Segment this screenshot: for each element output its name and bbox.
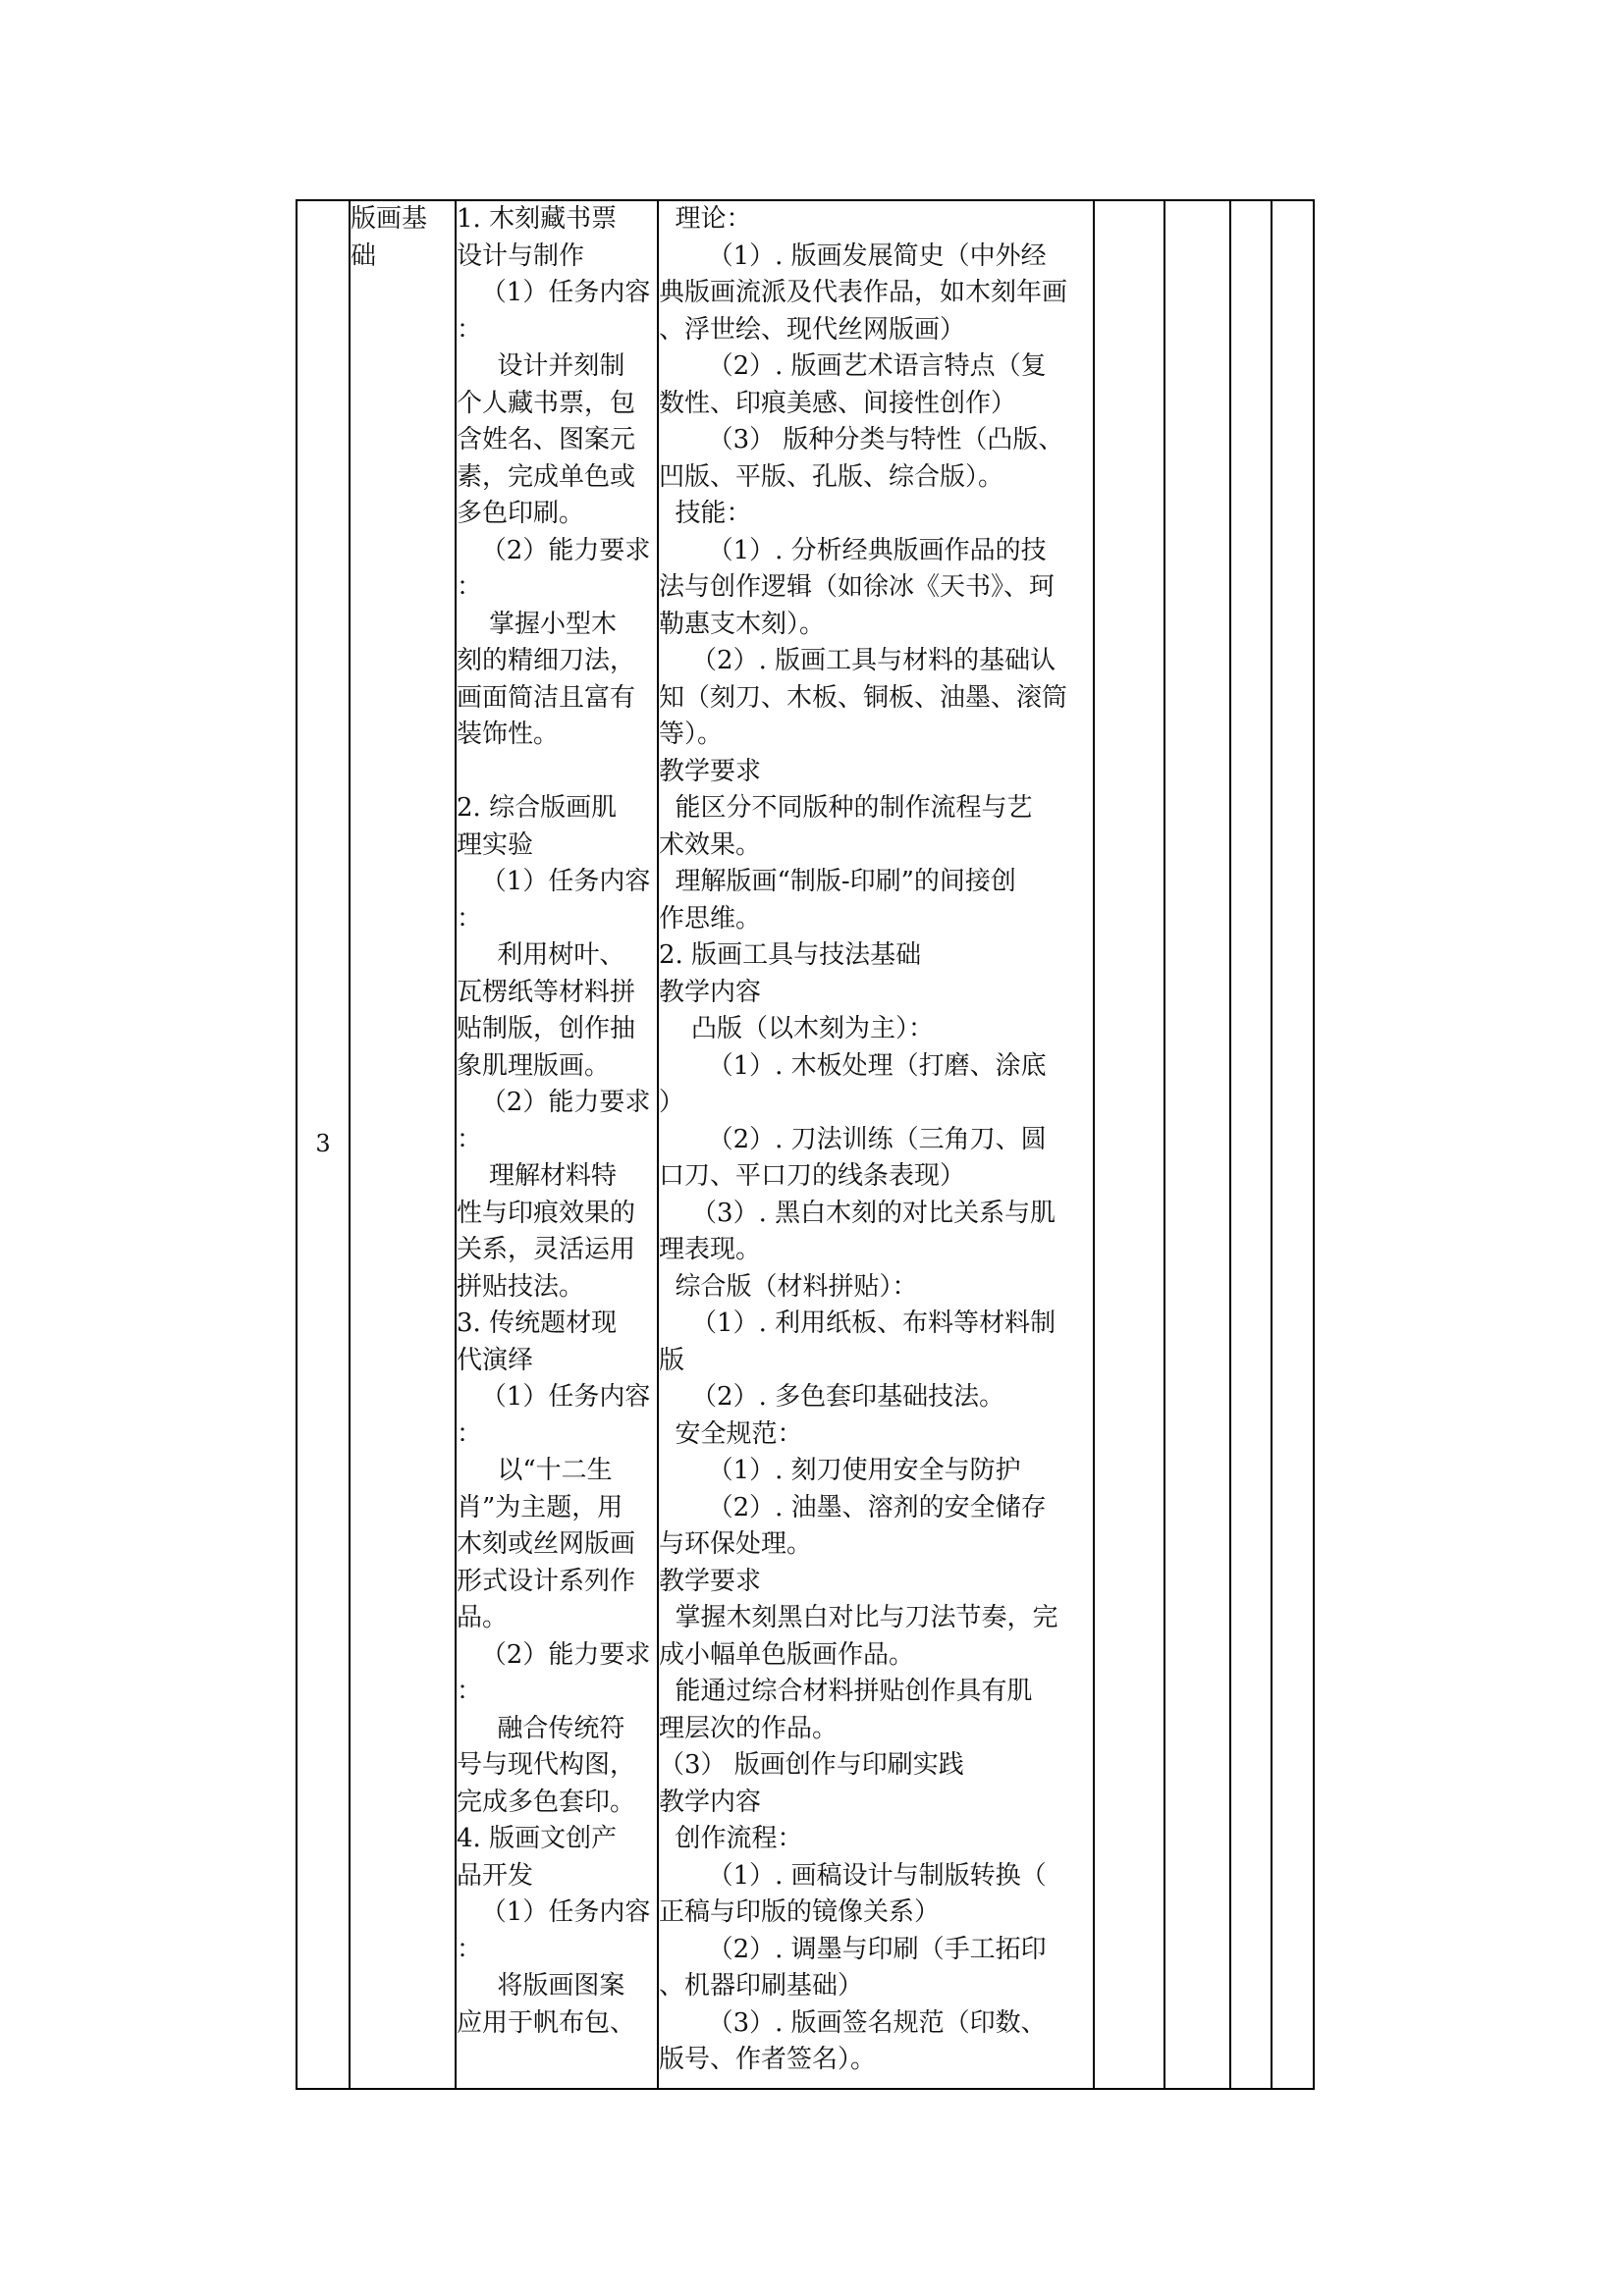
content-line: 典版画流派及代表作品，如木刻年画 xyxy=(659,278,1068,307)
content-line: 教学要求 xyxy=(659,756,762,786)
content-line: 、浮世绘、现代丝网版画） xyxy=(659,314,966,345)
row-number: 3 xyxy=(315,1130,331,1158)
content-line: 理表现。 xyxy=(659,1235,762,1264)
task-line: 刻的精细刀法， xyxy=(457,646,636,675)
content-line: 勒惠支木刻）。 xyxy=(659,609,826,639)
curriculum-table xyxy=(296,199,1315,2090)
content-line: （2）. 多色套印基础技法。 xyxy=(659,1382,1005,1412)
task-line: 素，完成单色或 xyxy=(457,461,636,492)
task-line: 3. 传统题材现 xyxy=(457,1308,618,1338)
content-line: 数性、印痕美感、间接性创作） xyxy=(659,388,1017,418)
task-line: （2）能力要求 xyxy=(457,1639,651,1670)
content-line: 理解版画“制版-印刷”的间接创 xyxy=(659,867,1016,896)
task-line: 性与印痕效果的 xyxy=(457,1198,636,1228)
content-line: 与环保处理。 xyxy=(659,1529,813,1559)
teaching-content xyxy=(659,201,1093,2079)
content-line: 成小幅单色版画作品。 xyxy=(659,1639,915,1670)
content-line: （2）. 刀法训练（三角刀、圆 xyxy=(659,1124,1047,1154)
task-line: 瓦楞纸等材料拼 xyxy=(457,977,636,1007)
task-line: （1）任务内容 xyxy=(457,1382,651,1412)
task-line: 完成多色套印。 xyxy=(457,1787,636,1817)
task-line: 1. 木刻藏书票 xyxy=(457,204,618,234)
task-line: 象肌理版画。 xyxy=(457,1050,611,1081)
content-line: （3）. 黑白木刻的对比关系与肌 xyxy=(659,1198,1056,1228)
task-line: 多色印刷。 xyxy=(457,499,585,528)
task-line: 品开发 xyxy=(457,1860,534,1891)
task-description xyxy=(457,201,657,2042)
content-line: 术效果。 xyxy=(659,829,762,860)
content-line: （2）. 版画艺术语言特点（复 xyxy=(659,351,1047,381)
content-line: 作思维。 xyxy=(659,903,762,934)
content-line: 教学内容 xyxy=(659,977,762,1007)
task-line: 以“十二生 xyxy=(457,1456,613,1485)
task-line: ： xyxy=(457,572,483,602)
content-line: （2）. 版画工具与材料的基础认 xyxy=(659,646,1056,675)
content-line: 法与创作逻辑（如徐冰《天书》、珂 xyxy=(659,572,1056,602)
task-line: 品。 xyxy=(457,1603,509,1632)
task-line xyxy=(457,754,657,791)
content-line: 理层次的作品。 xyxy=(659,1713,839,1743)
content-line: （1）. 刻刀使用安全与防护 xyxy=(659,1456,1021,1485)
content-line: 教学内容 xyxy=(659,1787,762,1817)
content-line: 能通过综合材料拼贴创作具有肌 xyxy=(659,1677,1033,1706)
task-line: 装饰性。 xyxy=(457,720,560,749)
task-line: ： xyxy=(457,903,483,934)
content-line: 能区分不同版种的制作流程与艺 xyxy=(659,793,1033,823)
task-line: 木刻或丝网版画 xyxy=(457,1529,636,1559)
task-line: 理解材料特 xyxy=(457,1161,618,1191)
content-line: 等）。 xyxy=(659,720,724,749)
content-line: 凹版、平版、孔版、综合版）。 xyxy=(659,461,1004,492)
task-line: 个人藏书票，包 xyxy=(457,388,636,418)
content-line: （2）. 调墨与印刷（手工拓印 xyxy=(659,1934,1047,1964)
content-line: 创作流程： xyxy=(659,1824,803,1853)
content-line: （1）. 版画发展简史（中外经 xyxy=(659,240,1047,271)
content-line: 2. 版画工具与技法基础 xyxy=(659,940,922,970)
module-name-cell xyxy=(350,200,456,2089)
table-row xyxy=(297,200,1314,2089)
content-line: （1）. 木板处理（打磨、涂底 xyxy=(659,1050,1047,1081)
task-line: 拼贴技法。 xyxy=(457,1271,585,1302)
task-line: 贴制版，创作抽 xyxy=(457,1014,636,1043)
task-line: （1）任务内容 xyxy=(457,278,651,307)
task-line: 号与现代构图， xyxy=(457,1750,636,1780)
content-line: 知（刻刀、木板、铜板、油墨、滚筒 xyxy=(659,682,1068,713)
module-name xyxy=(351,201,455,275)
content-line: 版号、作者签名）。 xyxy=(659,2045,877,2074)
empty-cell xyxy=(1164,200,1230,2089)
task-line: 代演绎 xyxy=(457,1345,534,1375)
task-line: 4. 版画文创产 xyxy=(457,1824,618,1853)
content-line: 安全规范： xyxy=(659,1418,803,1449)
task-line: ： xyxy=(457,1124,483,1154)
task-line: 掌握小型木 xyxy=(457,609,618,639)
content-line: 技能： xyxy=(659,499,752,528)
task-line: （2）能力要求 xyxy=(457,535,651,565)
task-line: ： xyxy=(457,1677,483,1706)
task-line: 将版画图案 xyxy=(457,1971,625,2001)
task-line: ： xyxy=(457,1418,483,1449)
task-line: （1）任务内容 xyxy=(457,1897,651,1927)
content-line: 理论： xyxy=(659,204,752,234)
task-line: 应用于帆布包、 xyxy=(457,2007,636,2038)
content-line: （2）. 油墨、溶剂的安全储存 xyxy=(659,1492,1047,1522)
content-line: （3） 版画创作与印刷实践 xyxy=(659,1750,964,1780)
content-cell xyxy=(658,200,1094,2089)
content-line: 凸版（以木刻为主）： xyxy=(659,1014,935,1043)
empty-cell xyxy=(1230,200,1272,2089)
empty-cell xyxy=(1094,200,1164,2089)
task-line: （1）任务内容 xyxy=(457,867,651,896)
content-line: （1）. 画稿设计与制版转换（ xyxy=(659,1860,1047,1891)
task-line: 含姓名、图案元 xyxy=(457,425,636,454)
module-name-line: 版画基 xyxy=(351,204,428,234)
task-line: 融合传统符 xyxy=(457,1713,625,1743)
task-cell xyxy=(456,200,658,2089)
row-number-cell xyxy=(297,200,350,2089)
task-line: 肖”为主题，用 xyxy=(457,1492,623,1522)
content-line: （3）. 版画签名规范（印数、 xyxy=(659,2007,1047,2038)
content-line: 、机器印刷基础） xyxy=(659,1971,864,2001)
task-line: 关系，灵活运用 xyxy=(457,1235,636,1264)
task-line: 理实验 xyxy=(457,829,534,860)
task-line: 2. 综合版画肌 xyxy=(457,793,618,823)
content-line: （1）. 利用纸板、布料等材料制 xyxy=(659,1308,1056,1338)
task-line: 形式设计系列作 xyxy=(457,1566,636,1596)
content-line: （1）. 分析经典版画作品的技 xyxy=(659,535,1047,565)
content-line: 版 xyxy=(659,1345,685,1375)
task-line: （2）能力要求 xyxy=(457,1088,651,1117)
task-line: 利用树叶、 xyxy=(457,940,625,970)
content-line: 掌握木刻黑白对比与刀法节奏，完 xyxy=(659,1603,1058,1632)
task-line: 画面简洁且富有 xyxy=(457,682,636,713)
content-line: 教学要求 xyxy=(659,1566,762,1596)
task-line: ： xyxy=(457,1934,483,1964)
empty-cell xyxy=(1272,200,1314,2089)
module-name-line: 础 xyxy=(351,240,377,271)
content-line: ） xyxy=(659,1088,685,1117)
content-line: （3） 版种分类与特性（凸版、 xyxy=(659,425,1064,454)
content-line: 综合版（材料拼贴）： xyxy=(659,1271,918,1302)
task-line: ： xyxy=(457,314,483,345)
task-line: 设计与制作 xyxy=(457,240,585,271)
task-line: 设计并刻制 xyxy=(457,351,625,381)
content-line: 口刀、平口刀的线条表现） xyxy=(659,1161,966,1191)
content-line: 正稿与印版的镜像关系） xyxy=(659,1897,941,1927)
